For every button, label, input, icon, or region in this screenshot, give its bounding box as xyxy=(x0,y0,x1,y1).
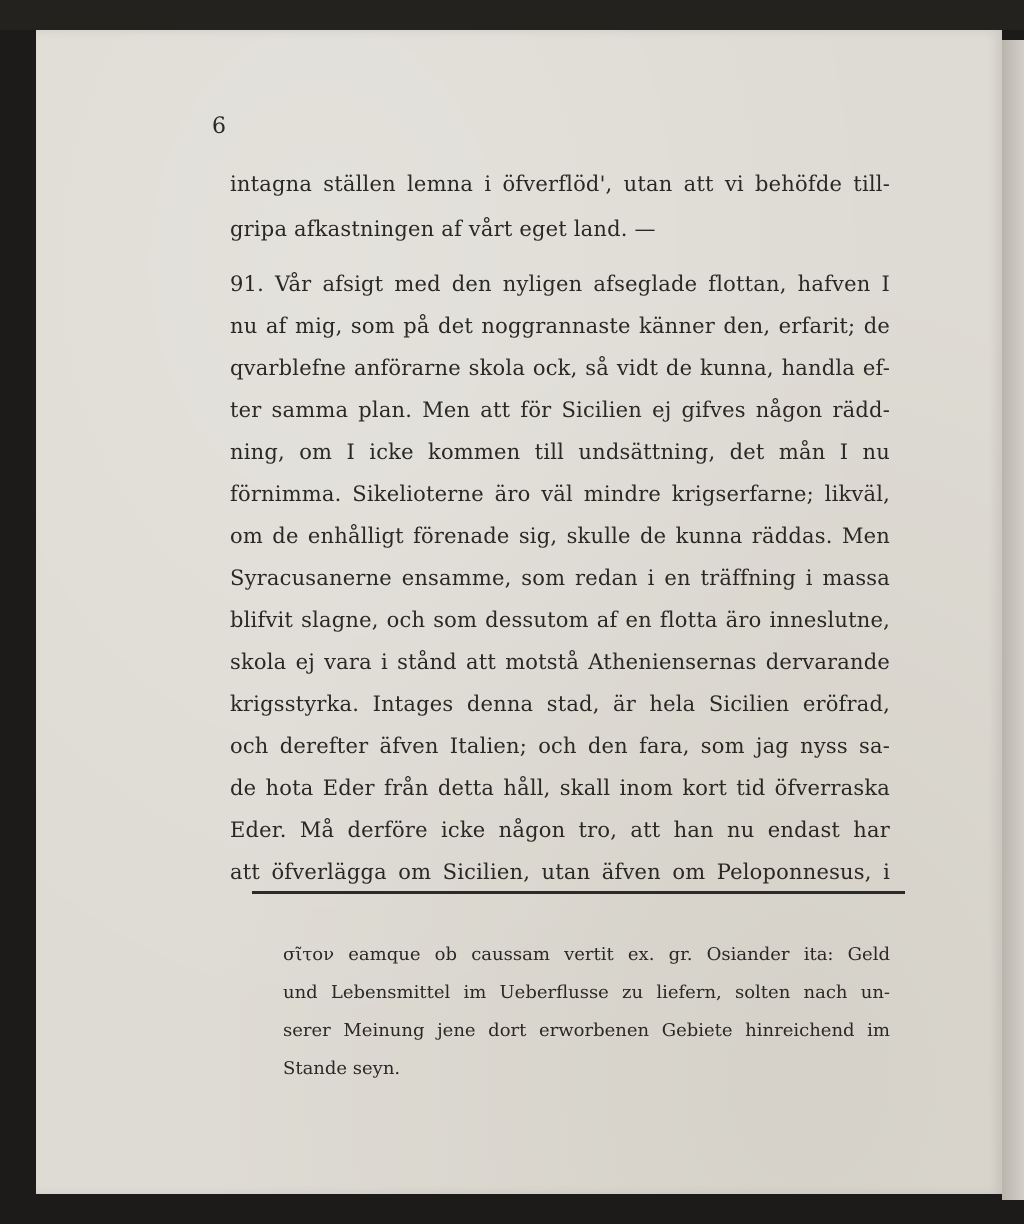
footnote-line: Stande seyn. xyxy=(283,1058,401,1079)
body-line: förnimma. Sikelioterne äro väl mindre krigserfarne; likväl, xyxy=(230,482,890,506)
body-line: qvarblefne anförarne skola ock, så vidt de kunna, handla ef- xyxy=(230,356,890,380)
body-line: intagna ställen lemna i öfverflöd', utan att vi behöfde till- xyxy=(230,172,890,196)
footnote-line: und Lebensmittel im Ueberflusse zu liefern, solten nach un- xyxy=(283,982,890,1003)
body-line: ter samma plan. Men att för Sicilien ej gifves någon rädd- xyxy=(230,398,890,422)
body-line: om de enhålligt förenade sig, skulle de kunna räddas. Men xyxy=(230,524,890,548)
adjacent-page-edge xyxy=(1002,40,1024,1200)
body-line: Syracusanerne ensamme, som redan i en träffning i massa xyxy=(230,566,890,590)
page-number: 6 xyxy=(212,114,226,139)
body-line: blifvit slagne, och som dessutom af en flotta äro inneslutne, xyxy=(230,608,890,632)
body-line: gripa afkastningen af vårt eget land. — xyxy=(230,217,656,241)
body-line: att öfverlägga om Sicilien, utan äfven om Peloponnesus, i xyxy=(230,860,890,884)
body-line: ning, om I icke kommen till undsättning, det mån I nu xyxy=(230,440,890,464)
body-line: 91. Vår afsigt med den nyligen afseglade flottan, hafven I xyxy=(230,272,890,296)
body-line: och derefter äfven Italien; och den fara, som jag nyss sa- xyxy=(230,734,890,758)
scan-top-border xyxy=(0,0,1024,30)
body-line: nu af mig, som på det noggrannaste känner den, erfarit; de xyxy=(230,314,890,338)
body-line: skola ej vara i stånd att motstå Atheniensernas dervarande xyxy=(230,650,890,674)
footnote-separator-rule xyxy=(252,891,905,894)
body-line: krigsstyrka. Intages denna stad, är hela Sicilien eröfrad, xyxy=(230,692,890,716)
body-line: Eder. Må derföre icke någon tro, att han nu endast har xyxy=(230,818,890,842)
body-line: de hota Eder från detta håll, skall inom kort tid öfverraska xyxy=(230,776,890,800)
footnote-line: serer Meinung jene dort erworbenen Gebiete hinreichend im xyxy=(283,1020,890,1041)
footnote-line: σῖτον eamque ob caussam vertit ex. gr. Osiander ita: Geld xyxy=(283,944,890,965)
